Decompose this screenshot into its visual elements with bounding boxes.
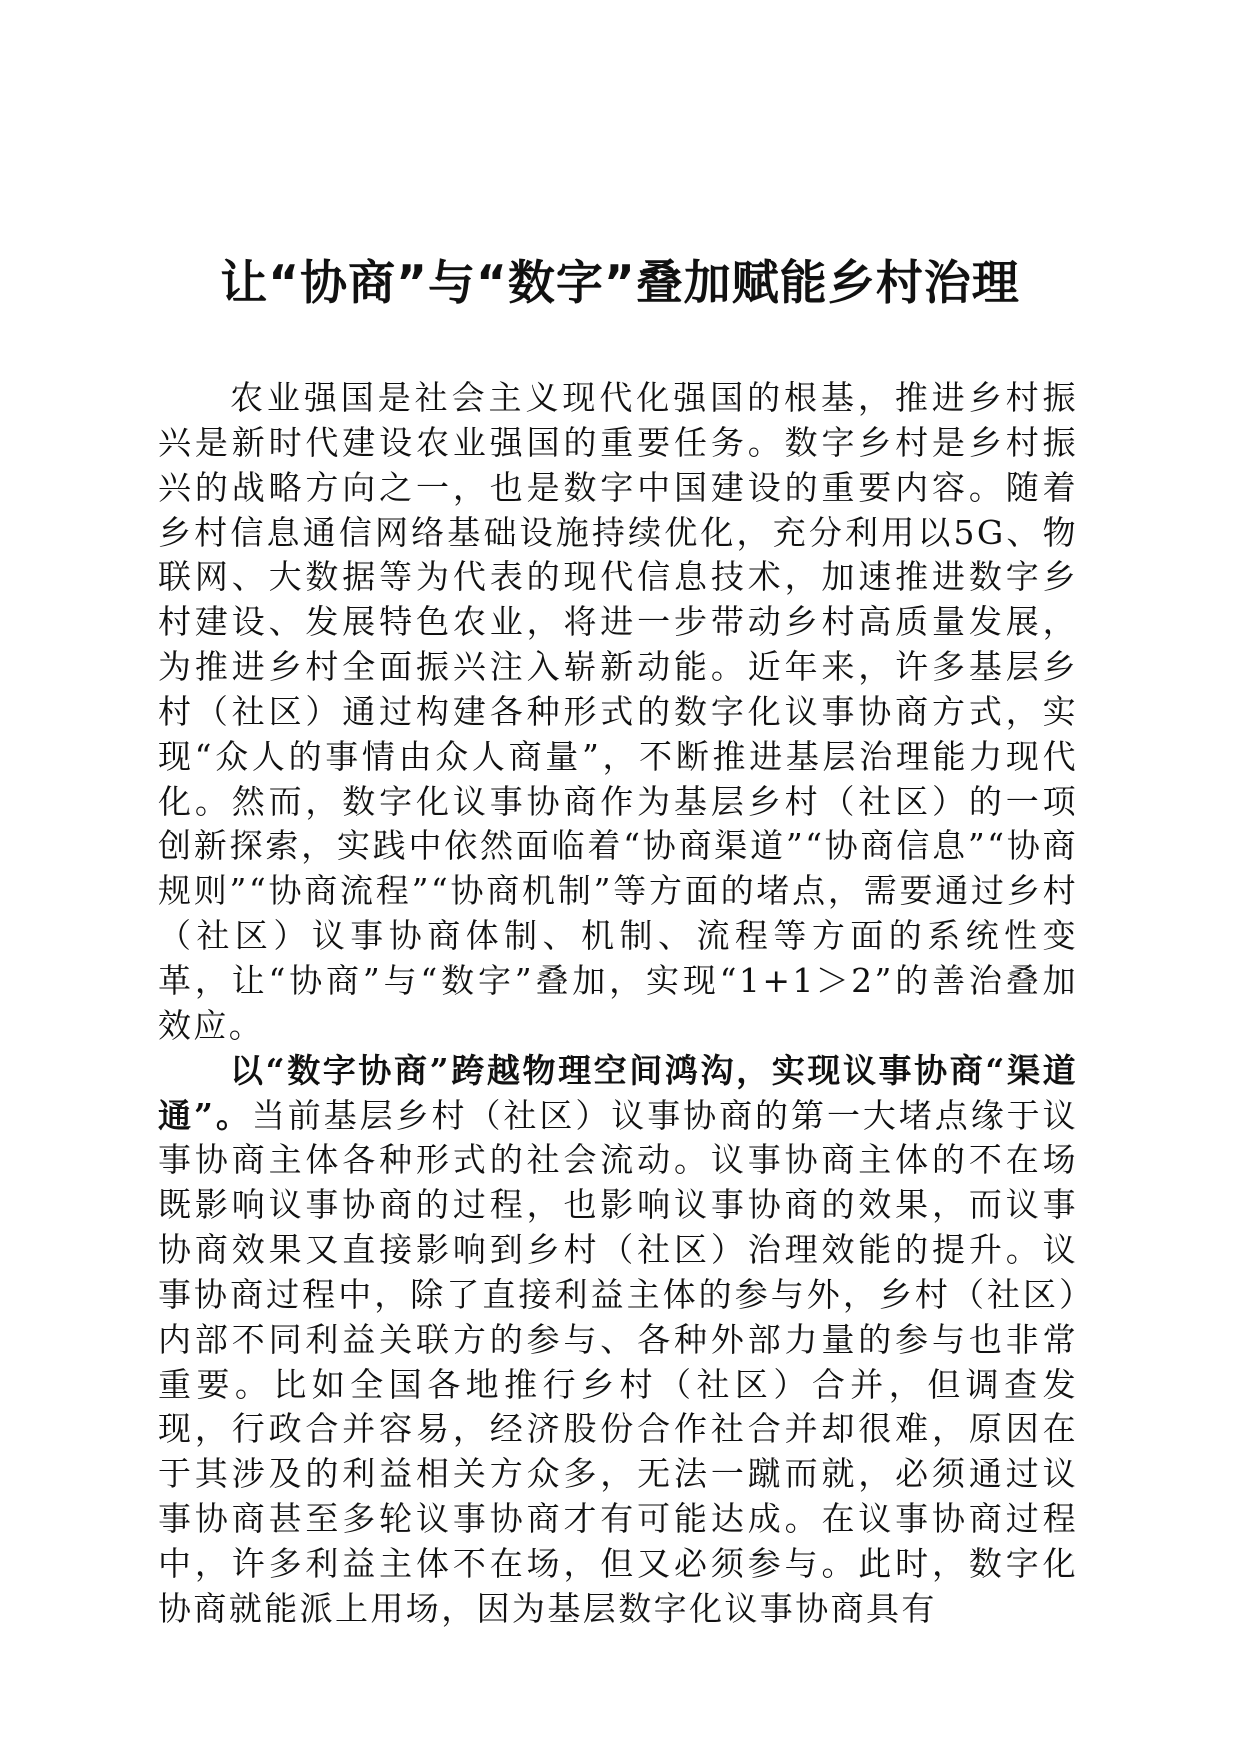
document-title: 让“协商”与“数字”叠加赋能乡村治理 [220, 256, 1020, 311]
document-body [158, 376, 1078, 1632]
paragraph-text: 农业强国是社会主义现代化强国的根基，推进乡村振兴是新时代建设农业强国的重要任务。数字乡村是乡村振兴的战略方向之一，也是数字中国建设的重要内容。随着乡村信息通信网络基础设施持续优化，充分利用以5G、物联网、大数据等为代表的现代信息技术，加速推进数字乡村建设、发展特色农业，将进一步带动乡村高质量发展，为推进乡村全面振兴注入崭新动能。近年来，许多基层乡村（社区）通过构建各种形式的数字化议事协商方式，实现“众人的事情由众人商量”，不断推进基层治理能力现代化。然而，数字化议事协商作为基层乡村（社区）的一项创新探索，实践中依然面临着“协商渠道”“协商信息”“协商规则”“协商流程”“协商机制”等方面的堵点，需要通过乡村（社区）议事协商体制、机制、流程等方面的系统性变革，让“协商”与“数字”叠加，实现“1+1＞2”的善治叠加效应。 [158, 378, 1078, 1045]
paragraph-section-1 [158, 1049, 1078, 1632]
paragraph-lead-heading: 以“数字协商”跨越物理空间鸿沟，实现议事协商“渠道通”。 [158, 1050, 1078, 1135]
paragraph-intro [158, 376, 1078, 1049]
paragraph-text: 当前基层乡村（社区）议事协商的第一大堵点缘于议事协商主体各种形式的社会流动。议事协商主体的不在场既影响议事协商的过程，也影响议事协商的效果，而议事协商效果又直接影响到乡村（社区）治理效能的提升。议事协商过程中，除了直接利益主体的参与外，乡村（社区）内部不同利益关联方的参与、各种外部力量的参与也非常重要。比如全国各地推行乡村（社区）合并，但调查发现，行政合并容易，经济股份合作社合并却很难，原因在于其涉及的利益相关方众多，无法一蹴而就，必须通过议事协商甚至多轮议事协商才有可能达成。在议事协商过程中，许多利益主体不在场，但又必须参与。此时，数字化协商就能派上用场，因为基层数字化议事协商具有 [158, 1095, 1079, 1628]
